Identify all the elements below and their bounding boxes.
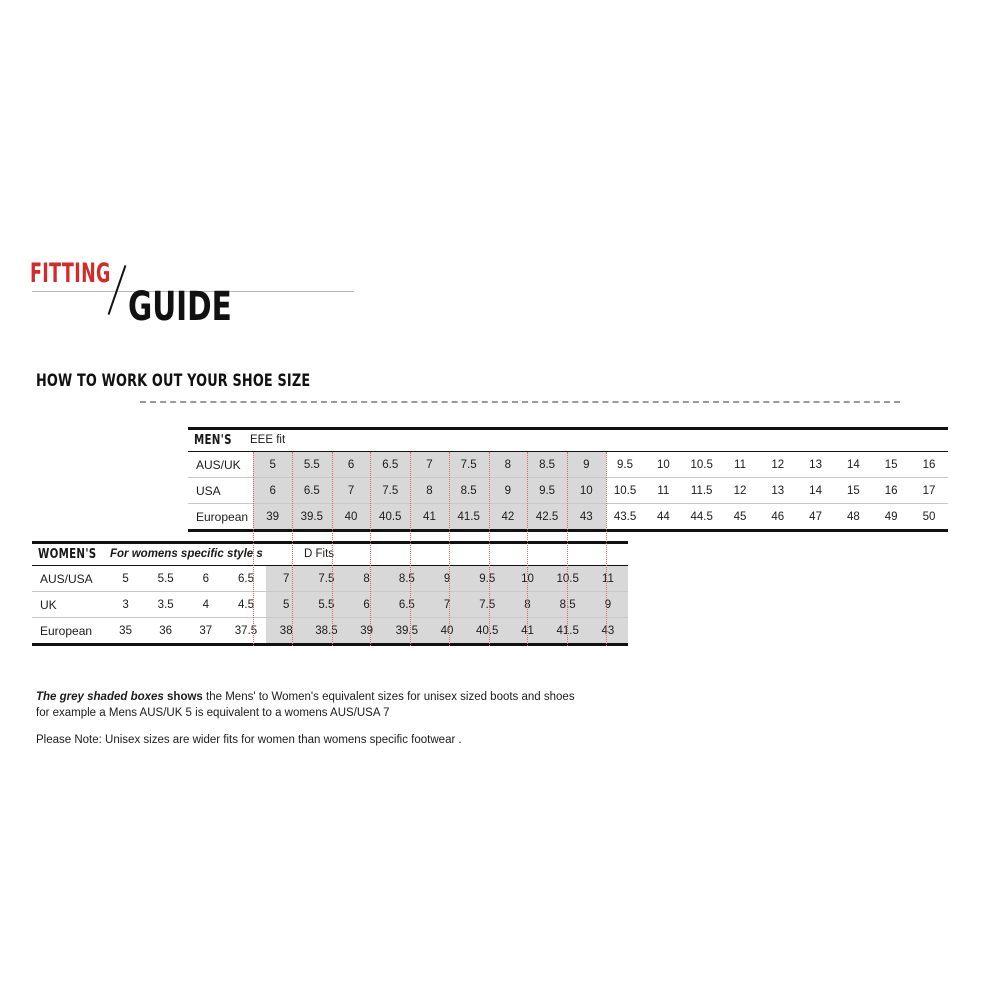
- mens-size-table: [188, 427, 948, 532]
- womens-table-grid: [32, 566, 628, 643]
- size-equivalence-connector: [332, 452, 333, 646]
- unisex-please-note: Please Note: Unisex sizes are wider fits for women than womens specific footwear .: [36, 734, 462, 746]
- page-subtitle: HOW TO WORK OUT YOUR SHOE SIZE: [36, 371, 311, 391]
- size-cell: 9: [489, 478, 528, 504]
- size-cell: 6: [347, 592, 387, 618]
- womens-table-title: WOMEN'S: [38, 547, 97, 562]
- size-cell: 39: [347, 618, 387, 644]
- size-cell: 42.5: [527, 504, 567, 530]
- size-equivalence-connector: [449, 452, 450, 646]
- note-bold-shows: shows: [167, 691, 203, 703]
- womens-table-header: [32, 544, 628, 566]
- size-equivalence-connector: [370, 452, 371, 646]
- size-cell: 45: [733, 510, 747, 523]
- size-cell: 11: [644, 478, 682, 504]
- size-cell: 15: [872, 452, 910, 478]
- size-cell: 6.5: [226, 566, 266, 592]
- mens-table-grid: [188, 452, 948, 529]
- size-cell: 38: [266, 618, 306, 644]
- size-cell: 11: [721, 452, 759, 478]
- size-cell: 8: [489, 452, 528, 478]
- size-cell: 42: [489, 504, 528, 530]
- size-cell: 50: [922, 510, 936, 523]
- size-cell: 14: [797, 478, 835, 504]
- size-cell: 40: [427, 618, 467, 644]
- size-cell: 7.5: [370, 478, 410, 504]
- size-cell: 38.5: [306, 618, 346, 644]
- size-cell: 40.5: [370, 504, 410, 530]
- size-cell: 9.5: [467, 566, 507, 592]
- size-cell: 41: [410, 504, 449, 530]
- size-equivalence-connector: [567, 452, 568, 646]
- size-cell: 41.5: [449, 504, 489, 530]
- size-cell: 15: [834, 478, 872, 504]
- size-cell: 46: [771, 510, 785, 523]
- note-line1-rest: the Mens' to Women's equivalent sizes for unisex sized boots and shoes: [206, 691, 575, 703]
- size-cell: 7: [427, 592, 467, 618]
- row-label: AUS/USA: [32, 566, 106, 592]
- size-equivalence-connector: [527, 452, 528, 646]
- size-cell: 37.5: [234, 624, 258, 637]
- size-cell: 10.5: [547, 566, 587, 592]
- size-cell: 8: [507, 592, 547, 618]
- size-cell: 13: [759, 478, 797, 504]
- table-row: [188, 478, 948, 504]
- size-cell: 39.5: [387, 618, 427, 644]
- size-cell: 10: [507, 566, 547, 592]
- size-cell: 5.5: [292, 452, 332, 478]
- size-cell: 12: [721, 478, 759, 504]
- size-cell: 6: [253, 478, 292, 504]
- size-cell: 9.5: [527, 478, 567, 504]
- size-cell: 9: [567, 452, 606, 478]
- row-label: European: [196, 509, 249, 524]
- size-cell: 6.5: [370, 452, 410, 478]
- mens-table-header: [188, 430, 948, 452]
- size-cell: 11.5: [682, 478, 721, 504]
- table-row: [32, 618, 628, 644]
- size-cell: 10.5: [606, 478, 645, 504]
- size-cell: 7.5: [467, 592, 507, 618]
- size-cell: 8: [410, 478, 449, 504]
- mens-fit-note: EEE fit: [250, 434, 286, 446]
- size-cell: 41.5: [547, 618, 587, 644]
- size-equivalence-connector: [253, 452, 254, 646]
- size-cell: 4.5: [226, 592, 266, 618]
- size-equivalence-connector: [606, 452, 607, 646]
- size-cell: 10.5: [682, 452, 721, 478]
- size-equivalence-connector: [489, 452, 490, 646]
- size-cell: 5: [253, 452, 292, 478]
- size-cell: 9.5: [606, 452, 645, 478]
- womens-size-table: [32, 541, 628, 646]
- size-cell: 7: [266, 566, 306, 592]
- size-cell: 40: [332, 504, 371, 530]
- mens-header-underline: [188, 451, 948, 452]
- size-cell: 6.5: [292, 478, 332, 504]
- size-cell: 8.5: [449, 478, 489, 504]
- size-cell: 7.5: [306, 566, 346, 592]
- womens-fit-note-secondary: D Fits: [304, 548, 335, 560]
- size-cell: 8.5: [387, 566, 427, 592]
- size-cell: 6.5: [387, 592, 427, 618]
- size-cell: 36: [159, 624, 173, 637]
- mens-table-title: MEN'S: [194, 433, 232, 448]
- size-cell: 3: [106, 592, 146, 618]
- table-row: [188, 504, 948, 530]
- size-cell: 37: [199, 624, 213, 637]
- size-cell: 14: [834, 452, 872, 478]
- size-cell: 11: [588, 566, 628, 592]
- size-cell: 43: [567, 504, 606, 530]
- row-label: UK: [32, 592, 106, 618]
- size-cell: 5.5: [146, 566, 186, 592]
- fitting-guide-heading: [30, 258, 390, 348]
- size-cell: 5: [106, 566, 146, 592]
- size-cell: 6: [332, 452, 371, 478]
- size-cell: 39: [253, 504, 292, 530]
- size-cell: 7: [410, 452, 449, 478]
- womens-fit-note: For womens specific style s: [110, 548, 263, 560]
- size-cell: 8: [347, 566, 387, 592]
- size-cell: 8.5: [547, 592, 587, 618]
- heading-guide-text: GUIDE: [128, 284, 232, 330]
- row-label: European: [40, 623, 93, 638]
- size-equivalence-connector: [410, 452, 411, 646]
- womens-table-bottom-rule: [32, 643, 628, 646]
- table-row: [32, 566, 628, 592]
- note-bold-italic-lead: The grey shaded boxes: [36, 691, 164, 703]
- size-cell: 49: [884, 510, 898, 523]
- size-cell: 17: [910, 478, 948, 504]
- size-cell: 3.5: [146, 592, 186, 618]
- size-cell: 41: [507, 618, 547, 644]
- row-label: AUS/UK: [188, 452, 253, 478]
- size-cell: 13: [797, 452, 835, 478]
- size-cell: 43: [588, 618, 628, 644]
- size-cell: 6: [186, 566, 226, 592]
- heading-fitting-text: FITTING: [30, 258, 111, 289]
- mens-table-bottom-rule: [188, 529, 948, 532]
- size-cell: 44: [656, 510, 670, 523]
- size-cell: 5.5: [306, 592, 346, 618]
- size-cell: 47: [809, 510, 822, 523]
- table-row: [188, 452, 948, 478]
- size-cell: 5: [266, 592, 306, 618]
- size-cell: 12: [759, 452, 797, 478]
- size-cell: 16: [872, 478, 910, 504]
- size-cell: 9: [588, 592, 628, 618]
- size-cell: 7: [332, 478, 371, 504]
- size-cell: 10: [567, 478, 606, 504]
- size-cell: 40.5: [467, 618, 507, 644]
- size-cell: 16: [910, 452, 948, 478]
- size-cell: 35: [119, 624, 132, 637]
- size-equivalence-connector: [292, 452, 293, 646]
- note-line2: for example a Mens AUS/UK 5 is equivalent to a womens AUS/USA 7: [36, 707, 390, 719]
- size-cell: 9: [427, 566, 467, 592]
- size-cell: 44.5: [690, 510, 713, 523]
- size-cell: 39.5: [292, 504, 332, 530]
- size-cell: 48: [846, 510, 860, 523]
- dashed-divider: [140, 401, 900, 403]
- table-row: [32, 592, 628, 618]
- size-cell: 4: [186, 592, 226, 618]
- size-cell: 8.5: [527, 452, 567, 478]
- size-cell: 10: [644, 452, 682, 478]
- size-cell: 7.5: [449, 452, 489, 478]
- grey-box-explanation-note: [36, 689, 716, 721]
- row-label: USA: [188, 478, 253, 504]
- size-cell: 43.5: [613, 510, 637, 523]
- womens-header-underline: [32, 565, 628, 566]
